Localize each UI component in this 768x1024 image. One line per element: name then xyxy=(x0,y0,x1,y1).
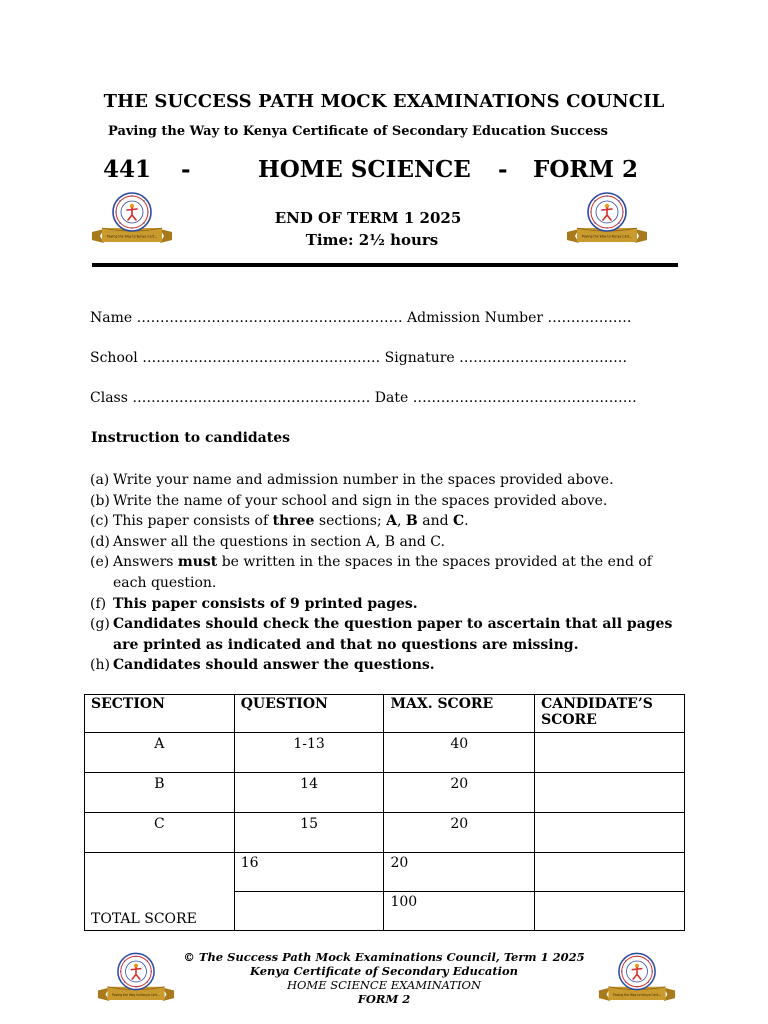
instruction-text: Answer all the questions in section A, B and C. xyxy=(113,533,445,550)
copyright-symbol: © xyxy=(183,950,195,964)
school-signature-field[interactable]: School …………………………………………… Signature ……………………………… xyxy=(90,350,628,366)
max-score-cell: 40 xyxy=(384,733,535,773)
score-table xyxy=(84,694,685,931)
instruction-text: This paper consists of three sections; A, B and C. xyxy=(113,513,469,530)
council-logo-right-icon xyxy=(565,192,649,252)
table-row xyxy=(85,853,685,892)
max-score-cell: 20 xyxy=(384,853,535,892)
table-header-cell: QUESTION xyxy=(234,695,384,733)
instructions-list xyxy=(90,470,680,676)
total-score-label: TOTAL SCORE xyxy=(85,853,235,931)
total-max-cell: 100 xyxy=(384,892,535,931)
council-logo-left-icon xyxy=(90,192,174,252)
instructions-heading: Instruction to candidates xyxy=(91,430,291,446)
instruction-label: (g) xyxy=(90,616,110,633)
table-header-cell: MAX. SCORE xyxy=(384,695,535,733)
table-header-cell: CANDIDATE’S SCORE xyxy=(535,695,685,733)
candidate-score-cell[interactable] xyxy=(535,853,685,892)
table-row xyxy=(85,773,685,813)
question-cell: 1-13 xyxy=(234,733,384,773)
total-candidate-cell[interactable] xyxy=(535,892,685,931)
instruction-label: (b) xyxy=(90,492,110,509)
instruction-item xyxy=(90,511,680,532)
footer-copyright-line: © The Success Path Mock Examinations Council, Term 1 2025 xyxy=(183,950,585,964)
name-admission-field[interactable]: Name ………………………………………………… Admission Number ……………… xyxy=(90,310,632,326)
question-cell: 14 xyxy=(234,773,384,813)
section-cell: A xyxy=(85,733,235,773)
instruction-item xyxy=(90,614,680,655)
instruction-label: (d) xyxy=(90,533,110,550)
instruction-item xyxy=(90,594,680,615)
footer-form-line: FORM 2 xyxy=(357,992,411,1006)
candidate-score-cell[interactable] xyxy=(535,773,685,813)
instruction-text: Candidates should answer the questions. xyxy=(113,657,435,674)
instruction-label: (h) xyxy=(90,657,110,674)
instruction-label: (f) xyxy=(90,595,107,612)
exam-term: END OF TERM 1 2025 xyxy=(274,209,462,227)
question-cell: 15 xyxy=(234,813,384,853)
instruction-label: (e) xyxy=(90,554,110,571)
subject-code: 441 xyxy=(103,156,152,183)
table-row xyxy=(85,733,685,773)
form-level: FORM 2 xyxy=(533,156,638,183)
instruction-text: Write the name of your school and sign in the spaces provided above. xyxy=(113,492,608,509)
instruction-item xyxy=(90,491,680,512)
header-rule xyxy=(92,263,678,267)
instruction-label: (a) xyxy=(90,472,110,488)
section-cell: C xyxy=(85,813,235,853)
subject-title: HOME SCIENCE xyxy=(258,156,471,183)
candidate-score-cell[interactable] xyxy=(535,813,685,853)
max-score-cell: 20 xyxy=(384,813,535,853)
question-cell: 16 xyxy=(234,853,384,892)
section-cell: B xyxy=(85,773,235,813)
header-dash-left: - xyxy=(181,156,191,183)
council-tagline: Paving the Way to Kenya Certificate of Secondary Education Success xyxy=(108,124,608,139)
table-row xyxy=(85,813,685,853)
instruction-item xyxy=(90,470,680,491)
class-date-field[interactable]: Class …………………………………………… Date ………………………………………… xyxy=(90,390,637,406)
council-title: THE SUCCESS PATH MOCK EXAMINATIONS COUNCIL xyxy=(103,91,665,112)
instruction-item xyxy=(90,532,680,553)
table-header-row xyxy=(85,695,685,733)
max-score-cell: 20 xyxy=(384,773,535,813)
total-question-cell xyxy=(234,892,384,931)
instruction-text: Write your name and admission number in the spaces provided above. xyxy=(113,472,614,488)
candidate-score-cell[interactable] xyxy=(535,733,685,773)
instruction-item xyxy=(90,655,680,676)
instruction-label: (c) xyxy=(90,513,109,530)
instruction-text: This paper consists of 9 printed pages. xyxy=(113,595,418,612)
header-dash-right: - xyxy=(498,156,508,183)
instruction-item xyxy=(90,552,680,593)
footer-kcse-line: Kenya Certificate of Secondary Education xyxy=(249,964,519,978)
footer-exam-line: HOME SCIENCE EXAMINATION xyxy=(286,978,482,992)
exam-time: Time: 2½ hours xyxy=(305,231,439,249)
table-header-cell: SECTION xyxy=(85,695,235,733)
instruction-text: Answers must be written in the spaces in the spaces provided at the end of each question. xyxy=(113,554,652,591)
instruction-text: Candidates should check the question paper to ascertain that all pages are printed as indicated and that no questions are missing. xyxy=(113,616,673,653)
